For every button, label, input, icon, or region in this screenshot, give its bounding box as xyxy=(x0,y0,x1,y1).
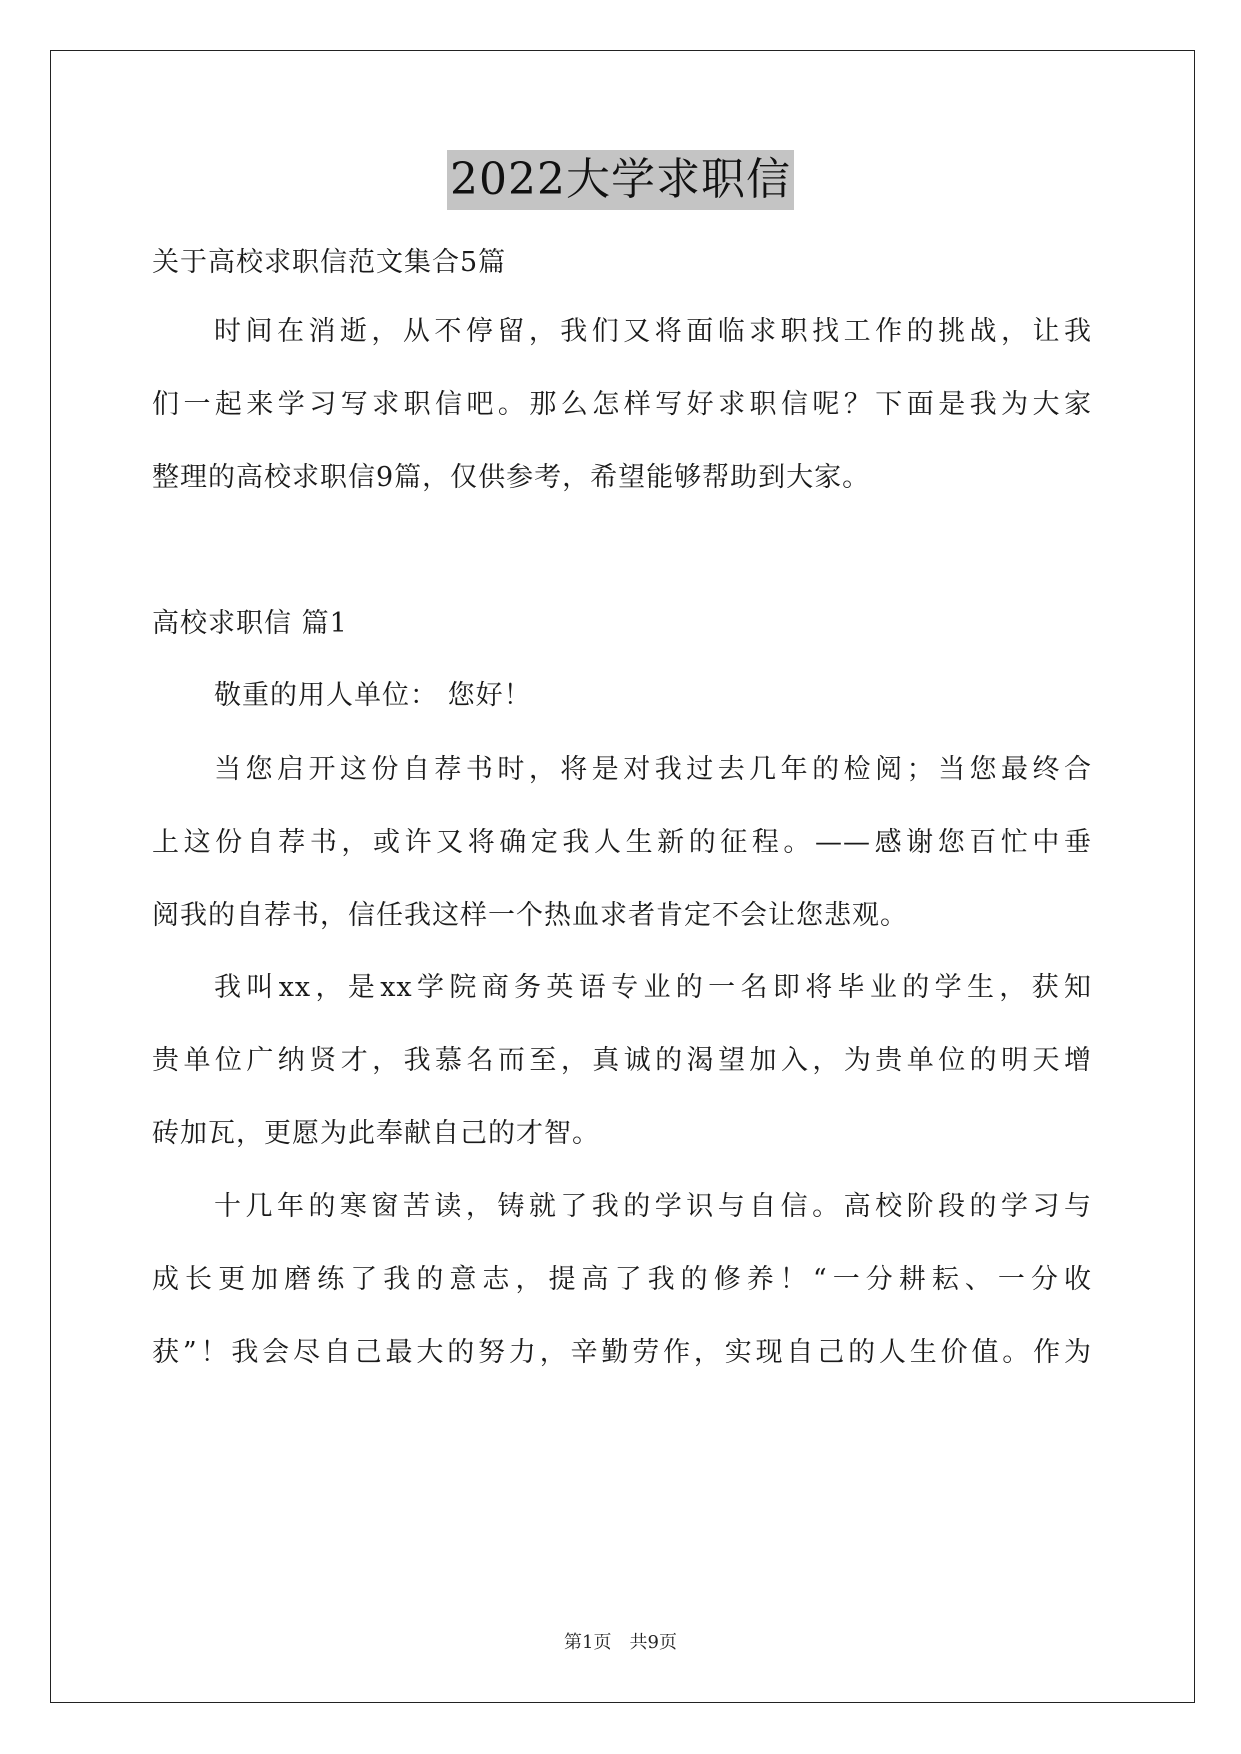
paragraph-line: 贵单位广纳贤才，我慕名而至，真诚的渴望加入，为贵单位的明天增 xyxy=(152,1045,1092,1076)
paragraph-line: 当您启开这份自荐书时，将是对我过去几年的检阅；当您最终合 xyxy=(214,754,1092,785)
paragraph-line: 成长更加磨练了我的意志，提高了我的修养！“一分耕耘、一分收 xyxy=(152,1264,1092,1295)
paragraph-line: 上这份自荐书，或许又将确定我人生新的征程。——感谢您百忙中垂 xyxy=(152,827,1092,858)
title-block xyxy=(0,150,1241,210)
page-number: 第1页 共9页 xyxy=(564,1632,677,1653)
paragraph-line: 获”！我会尽自己最大的努力，辛勤劳作，实现自己的人生价值。作为 xyxy=(152,1337,1092,1368)
paragraph-line: 我叫xx，是xx学院商务英语专业的一名即将毕业的学生，获知 xyxy=(214,972,1092,1003)
intro-line: 整理的高校求职信9篇，仅供参考，希望能够帮助到大家。 xyxy=(152,462,871,493)
paragraph-line: 阅我的自荐书，信任我这样一个热血求者肯定不会让您悲观。 xyxy=(152,900,908,931)
intro-line: 们一起来学习写求职信吧。那么怎样写好求职信呢？下面是我为大家 xyxy=(152,389,1092,420)
section-heading: 高校求职信 篇1 xyxy=(152,608,348,639)
salutation: 敬重的用人单位： 您好！ xyxy=(214,680,532,711)
document-title: 2022大学求职信 xyxy=(447,150,794,210)
intro-line: 时间在消逝，从不停留，我们又将面临求职找工作的挑战，让我 xyxy=(214,316,1092,347)
document-subtitle: 关于高校求职信范文集合5篇 xyxy=(152,247,507,278)
page-border xyxy=(50,50,1195,1703)
paragraph-line: 砖加瓦，更愿为此奉献自己的才智。 xyxy=(152,1118,600,1149)
paragraph-line: 十几年的寒窗苦读，铸就了我的学识与自信。高校阶段的学习与 xyxy=(214,1191,1092,1222)
